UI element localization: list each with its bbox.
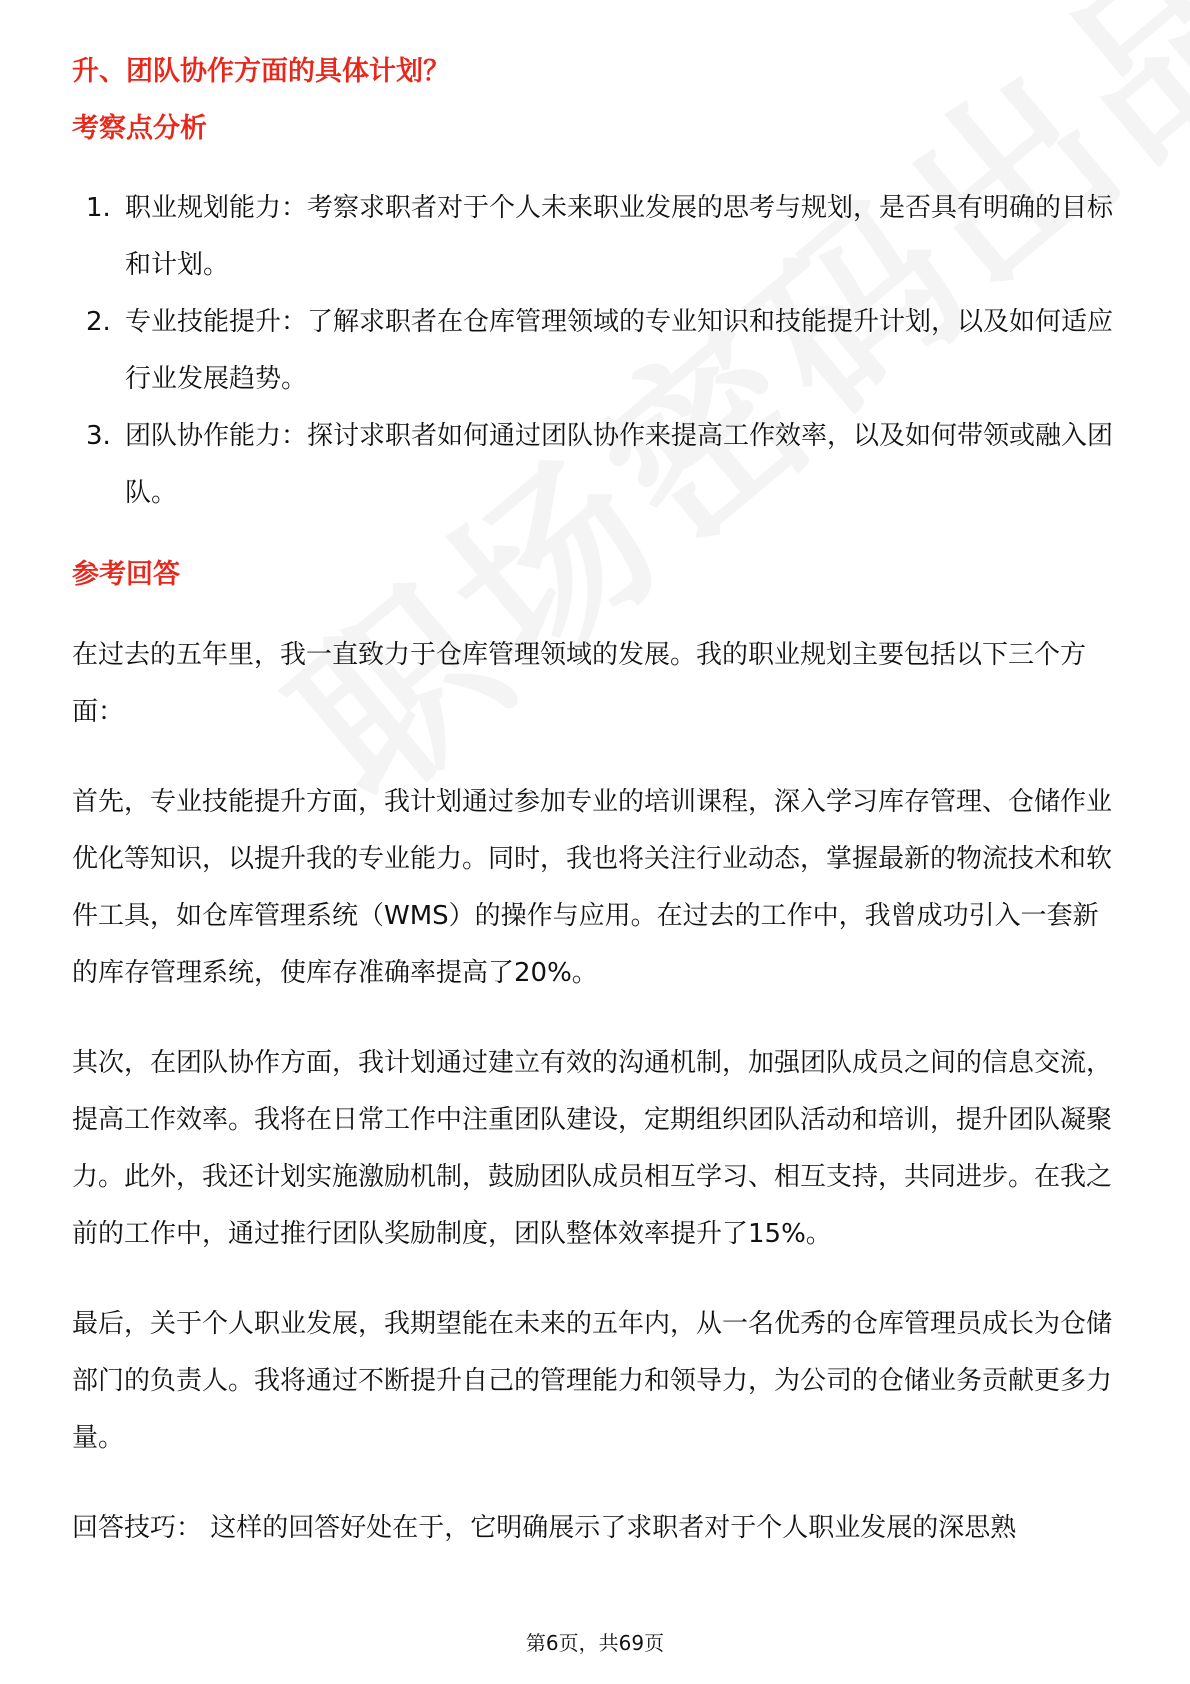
list-item (72, 408, 1122, 522)
analysis-list (72, 180, 1122, 522)
list-number: 3. (86, 421, 111, 451)
answer-paragraph: 其次，在团队协作方面，我计划通过建立有效的沟通机制，加强团队成员之间的信息交流，提高工作效率。我将在日常工作中注重团队建设，定期组织团队活动和培训，提升团队凝聚力。此外，我还计划实施激励机制，鼓励团队成员相互学习、相互支持，共同进步。在我之前的工作中，通过推行团队奖励制度，团队整体效率提升了15%。 (72, 1048, 1113, 1249)
list-item (72, 294, 1122, 408)
content (72, 54, 1122, 1590)
question-heading: 升、团队协作方面的具体计划？ (72, 56, 450, 87)
list-number: 2. (86, 307, 111, 337)
list-number: 1. (86, 193, 111, 223)
analysis-heading: 考察点分析 (72, 113, 207, 144)
answer-heading: 参考回答 (72, 559, 180, 590)
list-item-text: 职业规划能力：考察求职者对于个人未来职业发展的思考与规划，是否具有明确的目标和计划。 (125, 193, 1114, 280)
answer-paragraph: 在过去的五年里，我一直致力于仓库管理领域的发展。我的职业规划主要包括以下三个方面： (72, 640, 1087, 727)
answer-tips: 回答技巧： 这样的回答好处在于，它明确展示了求职者对于个人职业发展的深思熟 (72, 1513, 1017, 1543)
answer-paragraph: 首先，专业技能提升方面，我计划通过参加专业的培训课程，深入学习库存管理、仓储作业优化等知识，以提升我的专业能力。同时，我也将关注行业动态，掌握最新的物流技术和软件工具，如仓库管理系统（WMS）的操作与应用。在过去的工作中，我曾成功引入一套新的库存管理系统，使库存准确率提高了20%。 (72, 787, 1113, 988)
answer-paragraph: 最后，关于个人职业发展，我期望能在未来的五年内，从一名优秀的仓库管理员成长为仓储部门的负责人。我将通过不断提升自己的管理能力和领导力，为公司的仓储业务贡献更多力量。 (72, 1309, 1113, 1453)
page-number-footer: 第6页，共69页 (525, 1631, 665, 1655)
list-item-text: 团队协作能力：探讨求职者如何通过团队协作来提高工作效率，以及如何带领或融入团队。 (125, 421, 1114, 508)
list-item-text: 专业技能提升：了解求职者在仓库管理领域的专业知识和技能提升计划，以及如何适应行业发展趋势。 (125, 307, 1114, 394)
list-item (72, 180, 1122, 294)
